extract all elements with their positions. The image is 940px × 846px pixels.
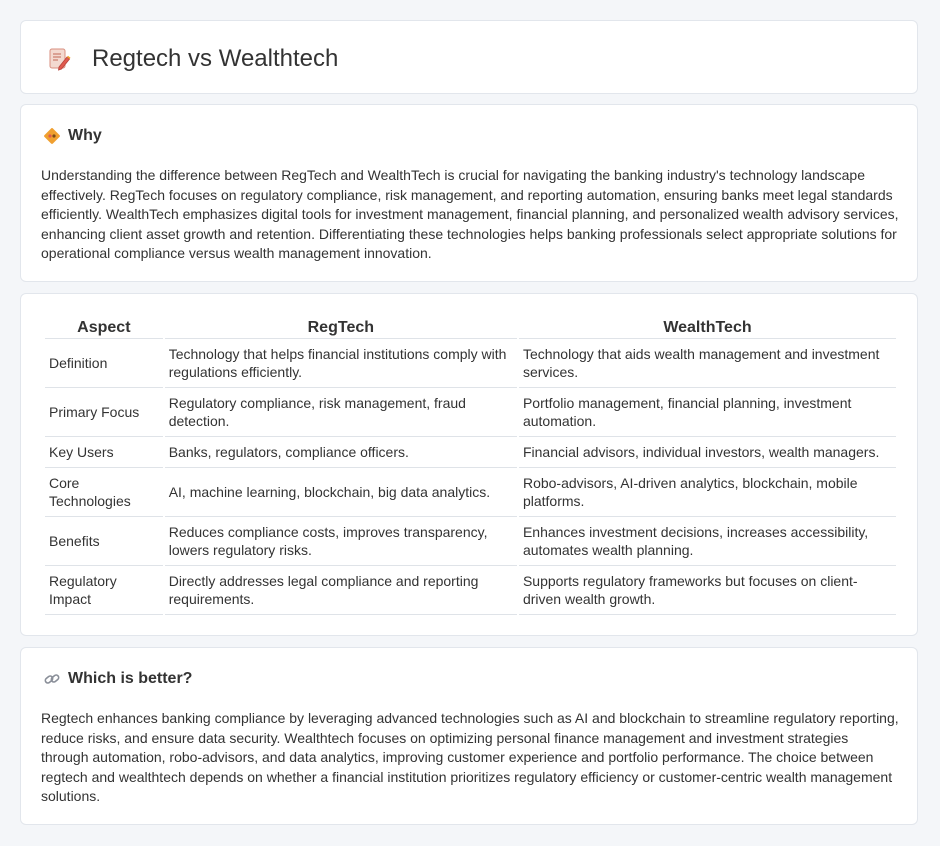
table-row [45,339,896,388]
cell-regtech: Banks, regulators, compliance officers. [165,437,517,468]
cell-wealthtech: Financial advisors, individual investors, wealth managers. [519,437,896,468]
diamond-sign-icon [43,127,61,145]
better-text: Regtech enhances banking compliance by leveraging advanced technologies such as AI and blockchain to streamline regulatory reporting, reduce risks, and ensure data security. Wealthtech focuses on optimizing personal finance management and investment strategies through automation, robo-advisors, and data analytics, improving customer experience and portfolio performance. The choice between regtech and wealthtech depends on whether a financial institution prioritizes regulatory efficiency or customer-centric wealth management solutions. [41,710,899,804]
cell-aspect: Definition [45,339,163,388]
cell-wealthtech: Supports regulatory frameworks but focuses on client-driven wealth growth. [519,566,896,615]
header-regtech: RegTech [165,316,517,339]
cell-regtech: Technology that helps financial institutions comply with regulations efficiently. [165,339,517,388]
cell-regtech: Reduces compliance costs, improves transparency, lowers regulatory risks. [165,517,517,566]
table-row [45,437,896,468]
table-header-row [45,316,896,339]
why-text: Understanding the difference between RegTech and WealthTech is crucial for navigating the banking industry's technology landscape effectively. RegTech focuses on regulatory compliance, risk management, and reporting automation, ensuring banks meet legal standards efficiently. WealthTech emphasizes digital tools for investment management, financial planning, and personalized wealth advisory services, enhancing client asset growth and retention. Differentiating these technologies helps banking professionals select appropriate solutions for operational compliance versus wealth management innovation. [41,167,899,261]
cell-wealthtech: Enhances investment decisions, increases accessibility, automates wealth planning. [519,517,896,566]
cell-aspect: Primary Focus [45,388,163,437]
cell-regtech: Directly addresses legal compliance and reporting requirements. [165,566,517,615]
why-heading [43,125,102,147]
better-heading [43,668,192,690]
table-row [45,388,896,437]
cell-wealthtech: Portfolio management, financial planning, investment automation. [519,388,896,437]
cell-wealthtech: Technology that aids wealth management and investment services. [519,339,896,388]
document-pencil-icon [46,46,72,72]
link-icon [43,670,61,688]
table-row [45,468,896,517]
comparison-table [43,316,898,615]
cell-regtech: AI, machine learning, blockchain, big data analytics. [165,468,517,517]
table-row [45,517,896,566]
better-title: Which is better? [68,670,193,687]
cell-regtech: Regulatory compliance, risk management, fraud detection. [165,388,517,437]
header-aspect: Aspect [45,316,163,339]
cell-aspect: Benefits [45,517,163,566]
cell-wealthtech: Robo-advisors, AI-driven analytics, blockchain, mobile platforms. [519,468,896,517]
why-card [20,104,918,282]
header-card [20,20,918,94]
which-better-card [20,647,918,825]
header-wealthtech: WealthTech [519,316,896,339]
why-title: Why [68,127,102,144]
comparison-card [20,293,918,636]
cell-aspect: Regulatory Impact [45,566,163,615]
page-title: Regtech vs Wealthtech [92,45,339,72]
cell-aspect: Key Users [45,437,163,468]
table-row [45,566,896,615]
cell-aspect: Core Technologies [45,468,163,517]
